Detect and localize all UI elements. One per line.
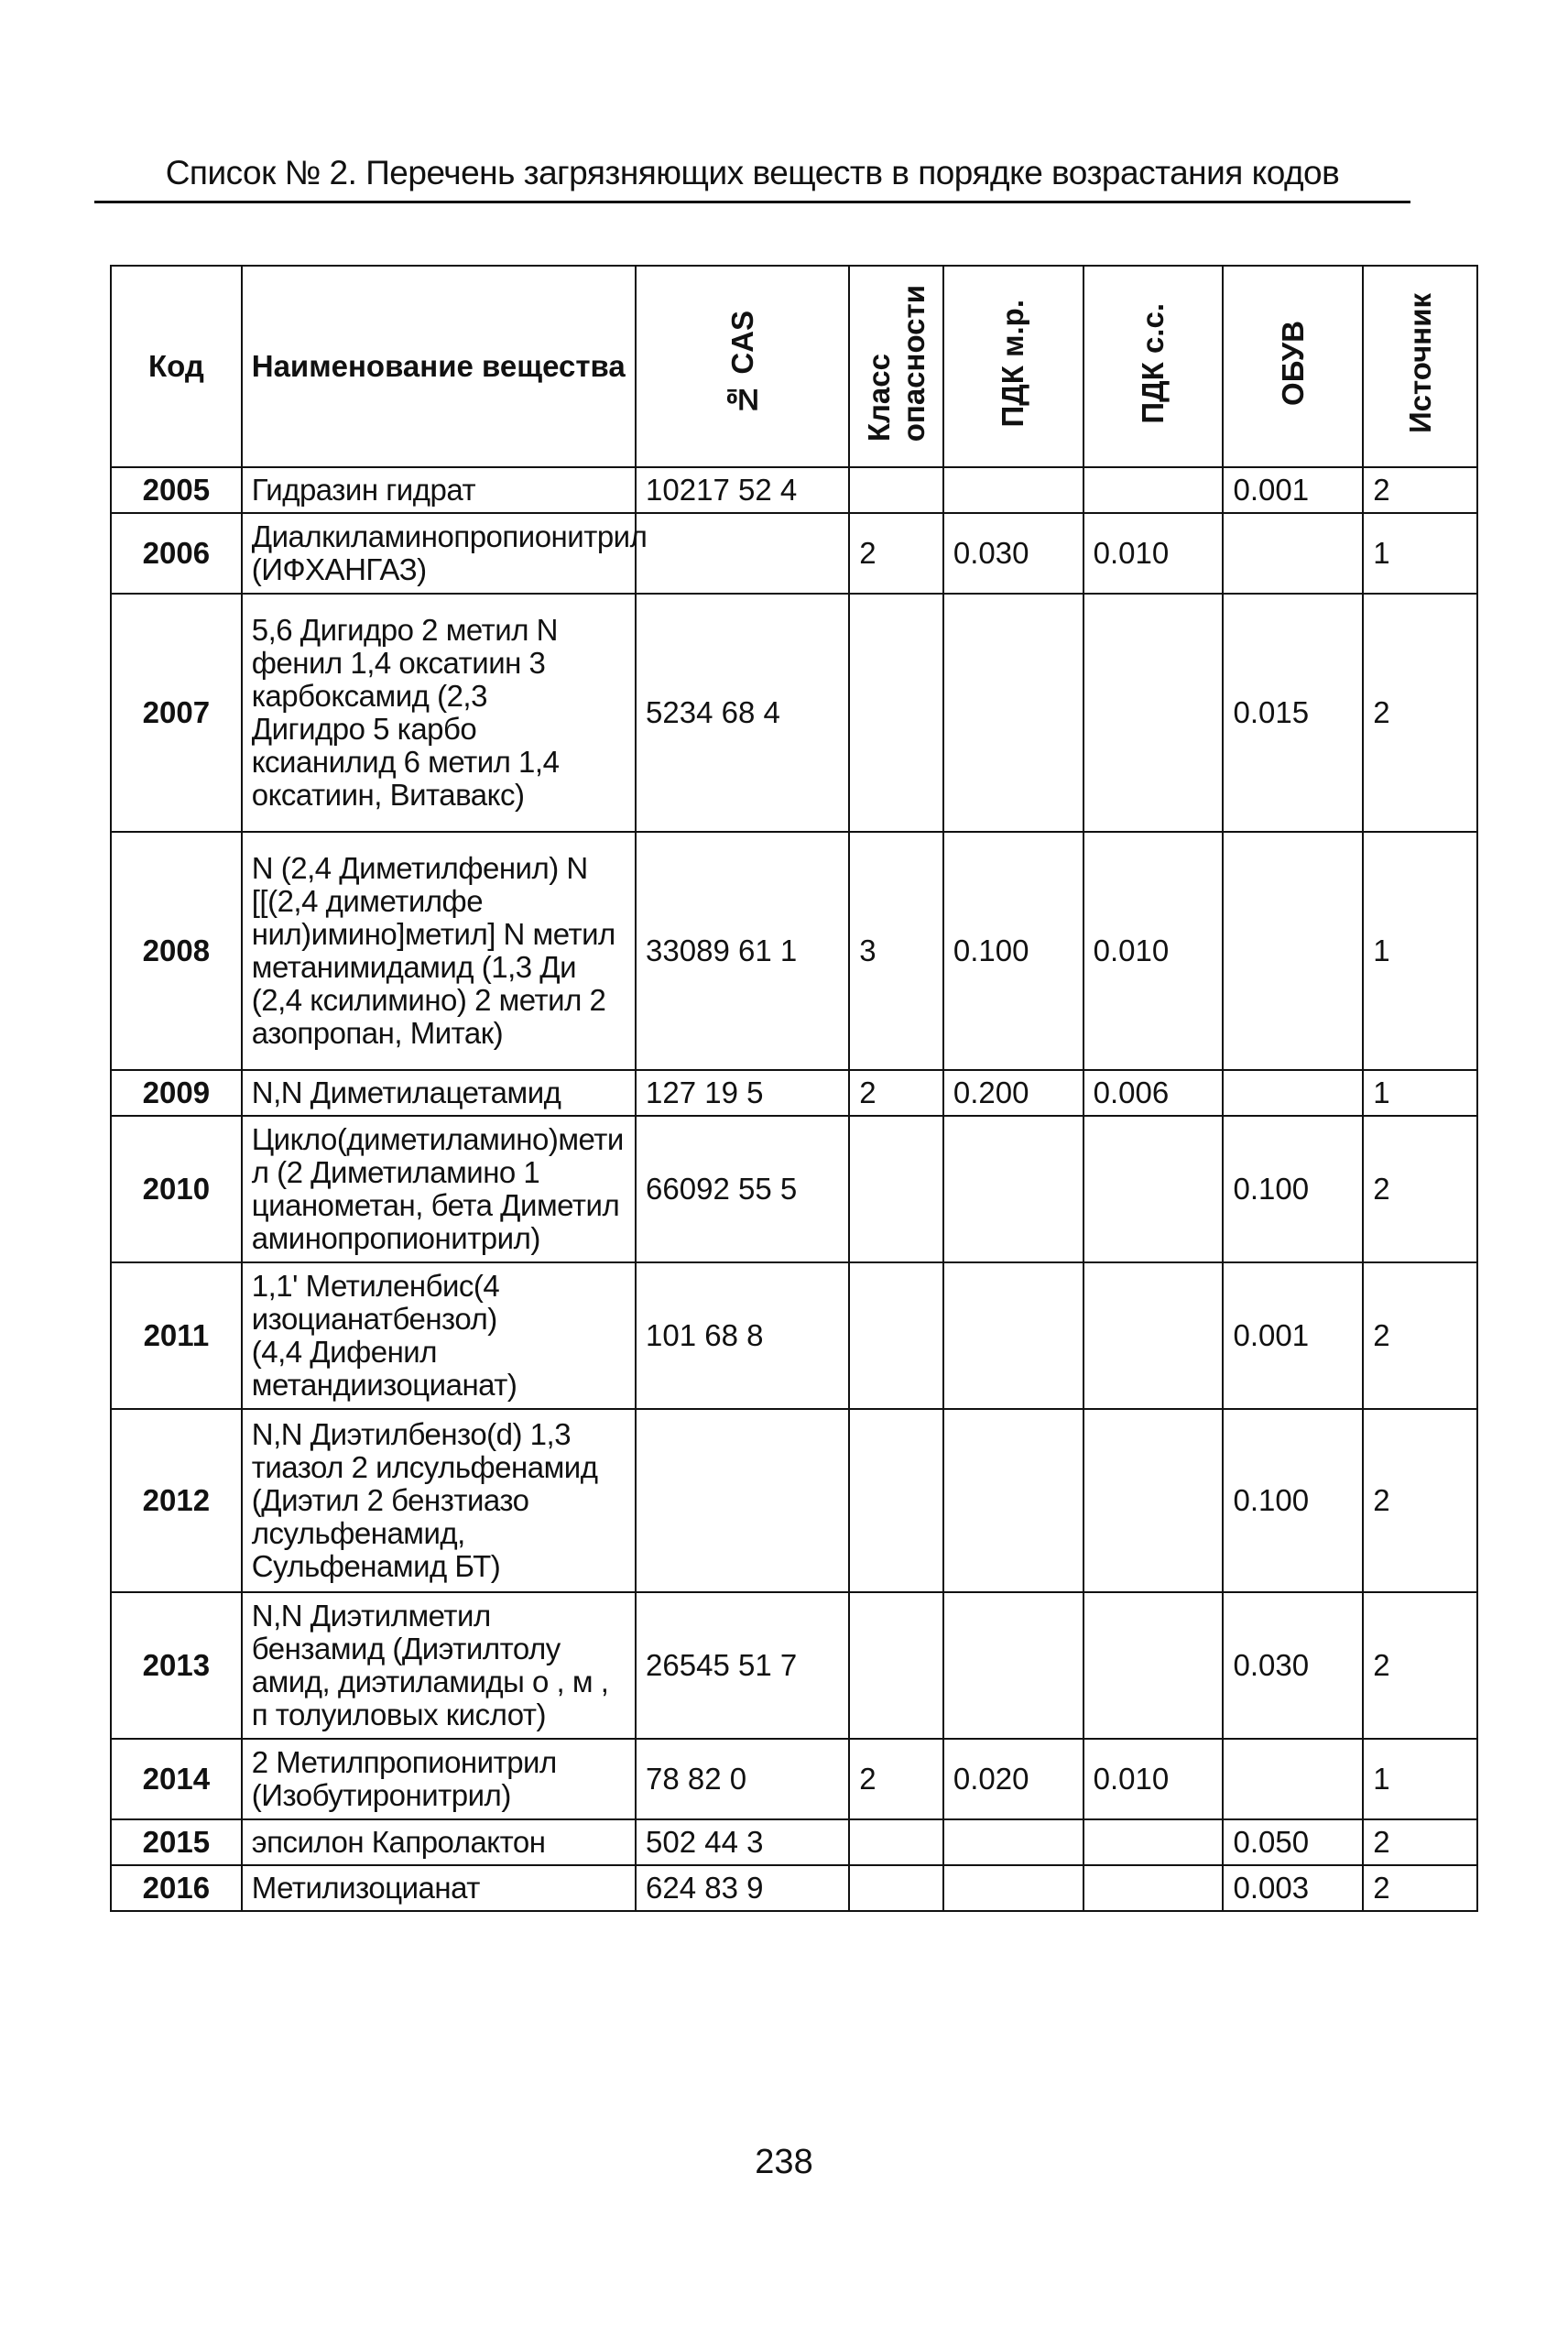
header-name: Наименование вещества bbox=[242, 266, 636, 467]
cell-obuv: 0.100 bbox=[1223, 1116, 1363, 1262]
header-source bbox=[1363, 266, 1477, 467]
cell-class: 2 bbox=[849, 1070, 943, 1116]
table-row bbox=[111, 1116, 1477, 1262]
header-code: Код bbox=[111, 266, 242, 467]
header-class-line2: опасности bbox=[896, 284, 931, 442]
substances-table bbox=[110, 265, 1478, 1912]
cell-source: 2 bbox=[1363, 1819, 1477, 1865]
cell-class bbox=[849, 1865, 943, 1911]
table-row bbox=[111, 1739, 1477, 1819]
cell-pdk-mr bbox=[943, 1262, 1083, 1409]
cell-pdk-ss bbox=[1083, 1409, 1224, 1592]
cell-class: 3 bbox=[849, 832, 943, 1070]
cell-name: 5,6 Дигидро 2 метил N фенил 1,4 оксатиин 3 карбоксамид (2,3 Дигидро 5 карбо ксианилид 6 метил 1,4 оксатиин, Витавакс) bbox=[242, 594, 636, 832]
cell-class bbox=[849, 594, 943, 832]
header-obuv-text: ОБУВ bbox=[1275, 321, 1310, 406]
cell-code: 2008 bbox=[111, 832, 242, 1070]
table-row bbox=[111, 1262, 1477, 1409]
table-row bbox=[111, 1070, 1477, 1116]
cell-class bbox=[849, 467, 943, 513]
cell-source: 2 bbox=[1363, 1865, 1477, 1911]
table-row bbox=[111, 594, 1477, 832]
cell-pdk-mr bbox=[943, 1592, 1083, 1739]
cell-code: 2011 bbox=[111, 1262, 242, 1409]
header-class-line1: Класс bbox=[861, 353, 896, 442]
cell-pdk-ss bbox=[1083, 1116, 1224, 1262]
cell-name: N,N Диэтилбензо(d) 1,3 тиазол 2 илсульфенамид (Диэтил 2 бензтиазо лсульфенамид, Сульфенамид БТ) bbox=[242, 1409, 636, 1592]
cell-pdk-mr bbox=[943, 1409, 1083, 1592]
cell-cas: 26545 51 7 bbox=[636, 1592, 849, 1739]
cell-source: 2 bbox=[1363, 1116, 1477, 1262]
table-header-row bbox=[111, 266, 1477, 467]
header-obuv bbox=[1223, 266, 1363, 467]
cell-code: 2016 bbox=[111, 1865, 242, 1911]
header-pdk-mr-text: ПДК м.р. bbox=[996, 299, 1030, 428]
table-row bbox=[111, 832, 1477, 1070]
page-header: Список № 2. Перечень загрязняющих веществ в порядке возрастания кодов bbox=[94, 149, 1410, 203]
cell-cas: 5234 68 4 bbox=[636, 594, 849, 832]
cell-cas: 10217 52 4 bbox=[636, 467, 849, 513]
cell-class bbox=[849, 1116, 943, 1262]
table-row bbox=[111, 1592, 1477, 1739]
cell-name: эпсилон Капролактон bbox=[242, 1819, 636, 1865]
cell-code: 2009 bbox=[111, 1070, 242, 1116]
cell-pdk-mr: 0.030 bbox=[943, 513, 1083, 594]
cell-name: Гидразин гидрат bbox=[242, 467, 636, 513]
cell-cas: 78 82 0 bbox=[636, 1739, 849, 1819]
cell-code: 2012 bbox=[111, 1409, 242, 1592]
cell-source: 1 bbox=[1363, 1739, 1477, 1819]
cell-name: N,N Диэтилметил бензамид (Диэтилтолу амид, диэтиламиды о , м , п толуиловых кислот) bbox=[242, 1592, 636, 1739]
header-cas bbox=[636, 266, 849, 467]
cell-cas bbox=[636, 513, 849, 594]
cell-source: 1 bbox=[1363, 1070, 1477, 1116]
cell-pdk-ss: 0.010 bbox=[1083, 832, 1224, 1070]
table-row bbox=[111, 1819, 1477, 1865]
cell-obuv: 0.001 bbox=[1223, 1262, 1363, 1409]
cell-obuv: 0.030 bbox=[1223, 1592, 1363, 1739]
cell-name: Диалкиламинопропионитрил (ИФХАНГАЗ) bbox=[242, 513, 636, 594]
page-number: 238 bbox=[755, 2143, 813, 2181]
cell-cas bbox=[636, 1409, 849, 1592]
cell-name: N,N Диметилацетамид bbox=[242, 1070, 636, 1116]
cell-class: 2 bbox=[849, 513, 943, 594]
table-row bbox=[111, 1865, 1477, 1911]
cell-name: N (2,4 Диметилфенил) N [[(2,4 диметилфе нил)имино]метил] N метил метанимидамид (1,3 Ди (2,4 ксилимино) 2 метил 2 азопропан, Митак) bbox=[242, 832, 636, 1070]
cell-pdk-ss: 0.010 bbox=[1083, 1739, 1224, 1819]
cell-source: 1 bbox=[1363, 832, 1477, 1070]
cell-name: Метилизоцианат bbox=[242, 1865, 636, 1911]
cell-obuv bbox=[1223, 1070, 1363, 1116]
header-pdk-ss-text: ПДК с.с. bbox=[1136, 302, 1171, 424]
cell-pdk-mr bbox=[943, 594, 1083, 832]
cell-cas: 33089 61 1 bbox=[636, 832, 849, 1070]
cell-source: 1 bbox=[1363, 513, 1477, 594]
cell-obuv: 0.050 bbox=[1223, 1819, 1363, 1865]
cell-cas: 101 68 8 bbox=[636, 1262, 849, 1409]
cell-name: Цикло(диметиламино)мети л (2 Диметиламино 1 цианометан, бета Диметил аминопропионитрил) bbox=[242, 1116, 636, 1262]
cell-obuv bbox=[1223, 513, 1363, 594]
cell-pdk-ss: 0.010 bbox=[1083, 513, 1224, 594]
cell-code: 2007 bbox=[111, 594, 242, 832]
cell-pdk-mr bbox=[943, 1116, 1083, 1262]
cell-class bbox=[849, 1819, 943, 1865]
cell-class: 2 bbox=[849, 1739, 943, 1819]
cell-pdk-mr bbox=[943, 1865, 1083, 1911]
header-pdk-mr bbox=[943, 266, 1083, 467]
cell-pdk-ss bbox=[1083, 1865, 1224, 1911]
cell-code: 2010 bbox=[111, 1116, 242, 1262]
cell-pdk-mr: 0.100 bbox=[943, 832, 1083, 1070]
table-row bbox=[111, 513, 1477, 594]
cell-code: 2014 bbox=[111, 1739, 242, 1819]
cell-pdk-ss bbox=[1083, 1592, 1224, 1739]
table-row bbox=[111, 1409, 1477, 1592]
cell-obuv: 0.001 bbox=[1223, 467, 1363, 513]
cell-name: 2 Метилпропионитрил (Изобутиронитрил) bbox=[242, 1739, 636, 1819]
table-row bbox=[111, 467, 1477, 513]
cell-code: 2005 bbox=[111, 467, 242, 513]
cell-obuv bbox=[1223, 832, 1363, 1070]
header-pdk-ss bbox=[1083, 266, 1224, 467]
cell-name: 1,1' Метиленбис(4 изоцианатбензол) (4,4 Дифенил метандиизоцианат) bbox=[242, 1262, 636, 1409]
cell-source: 2 bbox=[1363, 594, 1477, 832]
cell-class bbox=[849, 1409, 943, 1592]
cell-obuv: 0.015 bbox=[1223, 594, 1363, 832]
cell-code: 2013 bbox=[111, 1592, 242, 1739]
cell-pdk-ss bbox=[1083, 467, 1224, 513]
cell-cas: 624 83 9 bbox=[636, 1865, 849, 1911]
cell-class bbox=[849, 1592, 943, 1739]
cell-cas: 127 19 5 bbox=[636, 1070, 849, 1116]
header-class bbox=[849, 266, 943, 467]
cell-source: 2 bbox=[1363, 1409, 1477, 1592]
cell-pdk-mr: 0.020 bbox=[943, 1739, 1083, 1819]
cell-obuv: 0.003 bbox=[1223, 1865, 1363, 1911]
header-source-text: Источник bbox=[1402, 292, 1437, 434]
cell-source: 2 bbox=[1363, 1592, 1477, 1739]
cell-obuv bbox=[1223, 1739, 1363, 1819]
cell-class bbox=[849, 1262, 943, 1409]
header-cas-text: № CAS bbox=[724, 310, 759, 417]
cell-pdk-mr bbox=[943, 1819, 1083, 1865]
cell-obuv: 0.100 bbox=[1223, 1409, 1363, 1592]
cell-cas: 66092 55 5 bbox=[636, 1116, 849, 1262]
cell-pdk-mr bbox=[943, 467, 1083, 513]
cell-source: 2 bbox=[1363, 1262, 1477, 1409]
cell-cas: 502 44 3 bbox=[636, 1819, 849, 1865]
cell-pdk-ss bbox=[1083, 1819, 1224, 1865]
cell-pdk-ss bbox=[1083, 594, 1224, 832]
cell-pdk-ss bbox=[1083, 1262, 1224, 1409]
cell-pdk-mr: 0.200 bbox=[943, 1070, 1083, 1116]
cell-code: 2015 bbox=[111, 1819, 242, 1865]
cell-code: 2006 bbox=[111, 513, 242, 594]
cell-pdk-ss: 0.006 bbox=[1083, 1070, 1224, 1116]
cell-source: 2 bbox=[1363, 467, 1477, 513]
